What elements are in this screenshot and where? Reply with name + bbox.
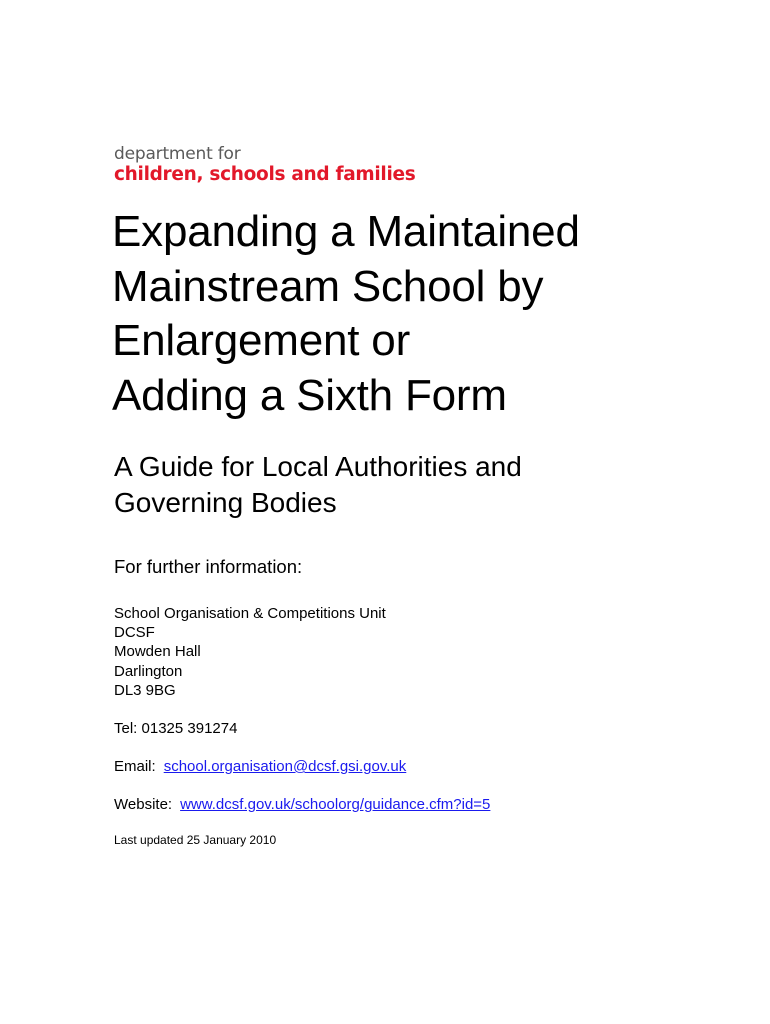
email-line [114, 757, 406, 776]
document-subtitle [114, 449, 714, 521]
last-updated-note: Last updated 25 January 2010 [114, 833, 277, 847]
address-line: DL3 9BG [114, 681, 176, 699]
title-line: Expanding a Maintained [112, 207, 580, 256]
title-line: Adding a Sixth Form [112, 370, 507, 420]
document-title [112, 205, 712, 423]
email-link[interactable]: school.organisation@dcsf.gsi.gov.uk [163, 758, 407, 775]
title-line: Mainstream School by [112, 261, 544, 311]
telephone-line: Tel: 01325 391274 [114, 720, 238, 737]
postal-address [114, 604, 386, 700]
website-label: Website: [114, 796, 173, 813]
subtitle-line: Governing Bodies [114, 487, 337, 518]
address-line: DCSF [114, 624, 155, 642]
website-line [114, 795, 490, 814]
subtitle-line: A Guide for Local Authorities and [114, 451, 522, 482]
address-line: Mowden Hall [114, 643, 201, 661]
title-line: Enlargement or [112, 316, 411, 365]
logo-line-department: department for [114, 144, 241, 164]
dcsf-logo [114, 146, 415, 185]
address-line: School Organisation & Competitions Unit [114, 605, 386, 622]
website-link[interactable]: www.dcsf.gov.uk/schoolorg/guidance.cfm?id=5 [180, 796, 491, 813]
email-label: Email: [114, 758, 156, 775]
address-line: Darlington [114, 662, 183, 680]
further-information-heading: For further information: [114, 556, 303, 577]
logo-line-children-schools-families: children, schools and families [114, 164, 416, 185]
